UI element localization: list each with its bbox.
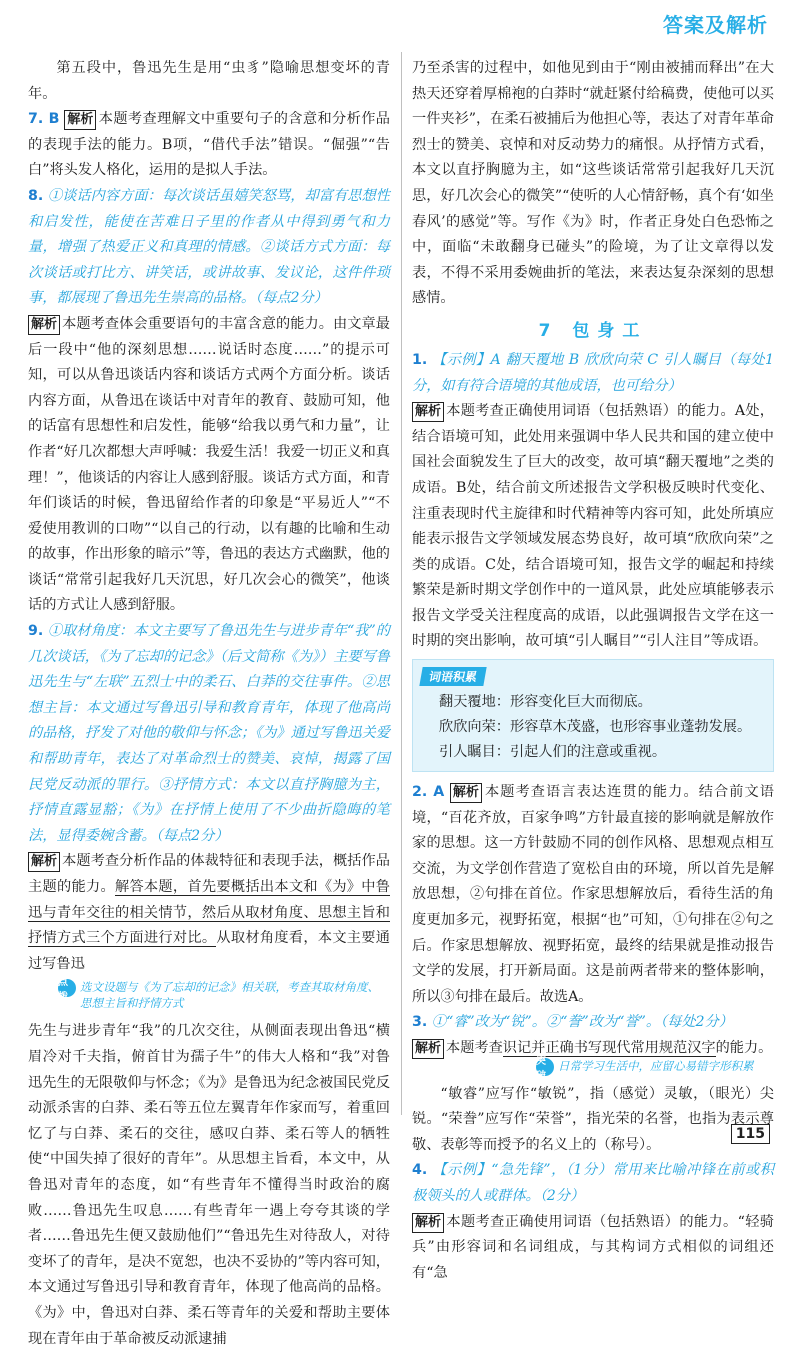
r-q4-analysis <box>412 1210 774 1287</box>
vocab-box <box>412 659 774 772</box>
r-q4-answer <box>412 1158 774 1209</box>
r-q3-analysis-tag: 解析 <box>412 1039 444 1059</box>
column-divider <box>401 52 402 1115</box>
r-q4-number: 4. <box>412 1162 428 1179</box>
r-q3-analysis-cont: “敏睿”应写作“敏锐”，指（感觉）灵敏，（眼光）尖锐。“荣誊”应写作“荣誉”，指光荣的名誉，也指为表示尊敬、表彰等而授予的名义上的（称号）。 <box>412 1085 774 1153</box>
q8-analysis-text: 本题考查体会重要语句的丰富含意的能力。由文章最后一段中“他的深刻思想……说话时态度……”的提示可知，可以从鲁迅谈话内容和谈话方式两个方面分析。谈话内容方面，从鲁迅在谈话中对青年的教育、鼓励可知，他的话富有思想性和启发性，能够“给我以勇气和力量”，让作者“好几次都想大声呼喊：我爱生活！我爱一切正义和真理！”，他谈话的内容让人感到舒服。谈话方式方面，和青年们谈话的时候，鲁迅留给作者的印象是“平易近人”“不爱使用教训的口吻”“以自己的行动，以有趣的比喻和生动的故事，作出形象的暗示”等，鲁迅的表达方式幽默，他的谈话“常常引起我好几天沉思，好几次会心的微笑”，他谈话的方式让人感到舒服。 <box>28 315 390 614</box>
vocab-line: 欣欣向荣：形容草木茂盛，也形容事业蓬勃发展。 <box>439 719 752 736</box>
r-q1-analysis-text: 本题考查正确使用词语（包括熟语）的能力。A处，结合语境可知，此处用来强调中华人民共和国的建立使中国社会面貌发生了巨大的改变，故可填“翻天覆地”之类的成语。B处，结合前文所述报告文学积极反映时代变化、注重表现时代主旋律和时代精神等内容可知，此处所填应能表示报告文学领域发展态势良好，故可填“欣欣向荣”之类的成语。C处，结合语境可知，报告文学的崛起和持续繁荣是新时期文学创作中的一道风景，此处应填能够表示报告文学受关注程度高的成语，以此强调报告文学在这一时期的突出影响，故可填“引人瞩目”“引人注目”等成语。 <box>412 403 774 650</box>
q9-analysis <box>28 849 390 977</box>
q9-note <box>58 979 390 1011</box>
q7-text: 本题考查理解文中重要句子的含意和分析作品的表现手法的能力。B项，“借代手法”错误。“倔强”“告白”将头发人格化，运用的是拟人手法。 <box>28 111 390 179</box>
q7-number: 7. B <box>28 111 60 128</box>
r-q3-text-a: 本题考查 <box>446 1040 503 1056</box>
r-q1-analysis-tag: 解析 <box>412 402 444 422</box>
breakthrough-icon: 突破 <box>536 1058 554 1076</box>
q9-answer-text: ①取材角度：本文主要写了鲁迅先生与进步青年“我”的几次谈话，《为了忘却的记念》（后文简称《为》）主要写鲁迅先生与“左联”五烈士中的柔石、白莽的交往事件。②思想主旨：本文通过写鲁迅引导和教育青年，体现了他高尚的品格，抒发了对他的敬仰与怀念；《为》通过写鲁迅关爱和帮助青年，表达了对革命烈士的赞美、哀悼，揭露了国民党反动派的罪行。③抒情方式：本文以直抒胸臆为主，抒情直露显豁；《为》在抒情上使用了不少曲折隐晦的笔法，显得委婉含蓄。（每点2分） <box>28 623 390 844</box>
q8-number: 8. <box>28 187 44 204</box>
r-q2-text: 本题考查语言表达连贯的能力。结合前文语境，“百花齐放，百家争鸣”方针最直接的影响就是解放作家的思想。这一方针鼓励不同的创作风格、思想观点相互交流，为文学创作营造了宽松自由的环境，所以首先是解放思想，②句排在首位。作家思想解放后，看待生活的角度更加多元，视野拓宽，根据“也”可知，①句排在②句之后。作家思想解放、视野拓宽，最终的结果就是推动报告文学的发展，打开新局面。这是前两者带来的整体影响，所以③句排在最后。故选A。 <box>412 784 774 1005</box>
q8-answer-text: ①谈话内容方面：每次谈话虽嬉笑怒骂，却富有思想性和启发性，能使在苦难日子里的作者从中得到勇气和力量，增强了热爱正义和真理的情感。②谈话方式方面：每次谈话或打比方、讲笑话，或讲故事、发议论，这件件琐事，都展现了鲁迅先生崇高的品格。（每点2分） <box>28 187 390 307</box>
r-q4-answer-text: 【示例】“急先锋”，（1分）常用来比喻冲锋在前或积极领头的人或群体。（2分） <box>412 1162 774 1204</box>
r-q4-text: 本题考查正确使用词语（包括熟语）的能力。“轻骑兵”由形容词和名词组成，与其构词方式相似的词组还有“急 <box>412 1213 774 1281</box>
q8-analysis-tag: 解析 <box>28 315 60 335</box>
q7-block <box>28 107 390 184</box>
r-q3-underlined: 识记并正确书写现代常用规范汉字 <box>502 1040 716 1056</box>
q9-number: 9. <box>28 623 44 640</box>
vocab-title: 词语积累 <box>419 667 486 686</box>
r-q1-answer-text: 【示例】A 翻天覆地 B 欣欣向荣 C 引人瞩目（每处1分，如有符合语境的其他成语，也可给分） <box>412 351 775 394</box>
r-q2-block <box>412 780 774 1010</box>
r-q4-analysis-tag: 解析 <box>412 1213 444 1233</box>
right-column <box>412 56 774 1286</box>
q9-analysis-tag: 解析 <box>28 852 60 872</box>
header-title: 答案及解析 <box>663 12 768 37</box>
r-q3-answer <box>412 1010 774 1036</box>
tip-icon: 点拨 <box>58 979 76 997</box>
continued-paragraph-right: 乃至杀害的过程中，如他见到由于“刚由被捕而释出”在大热天还穿着厚棉袍的白莽时“就赶紧付给稿费，使他可以买一件夹衫”，在柔石被捕后为他担心等，表达了对青年革命烈士的赞美、哀悼和对反动势力的痛恨。从抒情方式看，本文以直抒胸臆为主，如“这些谈话常常引起我好几天沉思，好几次会心的微笑”“使听的人心情舒畅，真个有‘如坐春风’的感觉”等。写作《为》时，作者正身处白色恐怖之中，面临“未敢翻身已碰头”的险境，为了让文章得以发表，不得不采用委婉曲折的笔法，来表达复杂深刻的思想感情。 <box>412 60 774 307</box>
r-q2-number: 2. A <box>412 784 445 801</box>
q8-answer <box>28 184 390 312</box>
vocab-line: 翻天覆地：形容变化巨大而彻底。 <box>439 694 652 711</box>
q7-analysis-tag: 解析 <box>64 110 96 130</box>
q9-analysis-text-c: 从取材角度看，本文主要通过写鲁迅 <box>28 930 390 972</box>
r-q3-number: 3. <box>412 1014 428 1031</box>
vocab-line: 引人瞩目：引起人们的注意或重视。 <box>439 744 667 761</box>
r-q1-analysis <box>412 399 774 655</box>
page-header <box>663 8 768 38</box>
r-q3-text-c: 的能力。 <box>715 1040 773 1056</box>
r-q3-note-text: 日常学习生活中，应留心易错字形积累 <box>558 1058 754 1073</box>
r-q1-number: 1. <box>412 351 428 368</box>
r-q2-analysis-tag: 解析 <box>450 783 482 803</box>
q9-analysis-underlined: 解答本题，首先要概括出本文和《为》中鲁迅与青年交往的相关情节，然后从取材角度、思想主旨和抒情方式三个方面进行对比。 <box>28 879 390 947</box>
q9-note-text: 选文设题与《为了忘却的记念》相关联，考查其取材角度、思想主旨和抒情方式 <box>80 980 379 1011</box>
q8-analysis <box>28 312 390 619</box>
r-q1-answer <box>412 348 774 399</box>
left-column <box>28 56 390 1352</box>
r-q3-answer-text: ①“睿”改为“锐”。②“誊”改为“誉”。（每处2分） <box>431 1014 733 1031</box>
r-q3-note <box>536 1055 774 1082</box>
continued-paragraph: 第五段中，鲁迅先生是用“虫豸”隐喻思想变坏的青年。 <box>28 60 390 102</box>
q9-analysis-text-a: 本题考查分析作品的体裁特征和表现手法，概括作品主题的能力。 <box>28 853 390 895</box>
section-title: 7 包身工 <box>538 320 648 341</box>
q9-analysis-cont: 先生与进步青年“我”的几次交往，从侧面表现出鲁迅“横眉冷对千夫指，俯首甘为孺子牛”的伟大人格和“我”对鲁迅先生的无限敬仰与怀念；《为》是鲁迅为纪念被国民党反动派杀害的白莽、柔石等五位左翼青年作家而写，着重回忆了与白莽、柔石的交往，感叹白莽、柔石等人的牺牲使“中国失掉了很好的青年”。从思想主旨看，本文中，从鲁迅对青年的态度，如“有些青年不懂得当时政治的腐败……鲁迅先生叹息……有些青年一遇上夸夸其谈的学者……鲁迅先生便又鼓励他们”“鲁迅先生对待敌人，对待变坏了的青年，是决不宽恕，也决不妥协的”等内容可知，本文通过写鲁迅引导和教育青年，体现了他高尚的品格。《为》中，鲁迅对白莽、柔石等青年的关爱和帮助主要体现在青年由于革命被反动派逮捕 <box>28 1023 390 1347</box>
q9-answer <box>28 619 390 849</box>
page-number: 115 <box>731 1124 770 1144</box>
